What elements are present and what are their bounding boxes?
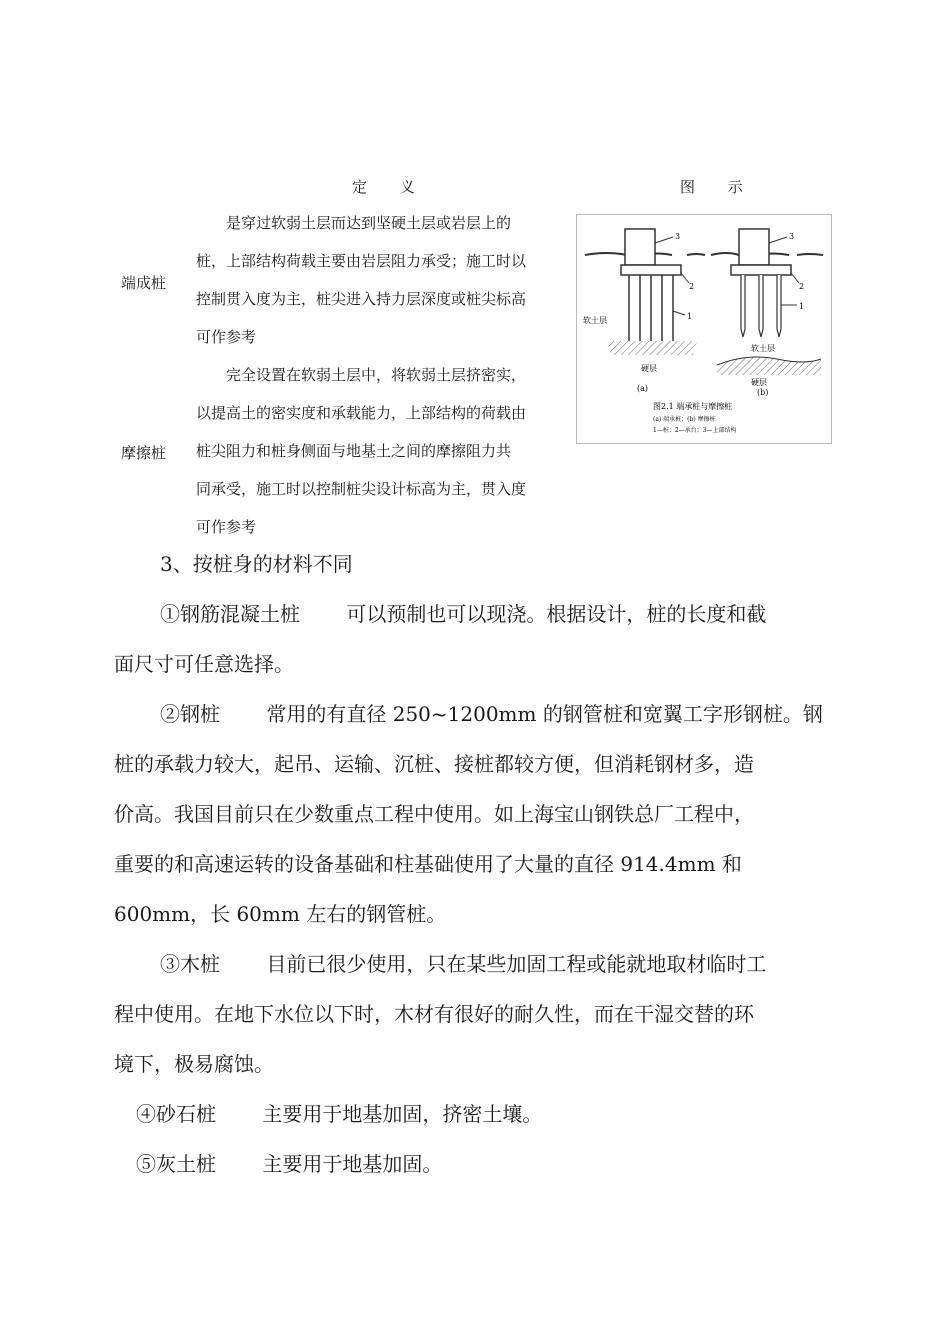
label-hard-layer-b: 硬层 (751, 378, 767, 387)
paragraph-line: ②钢桩 常用的有直径 250~1200mm 的钢管桩和宽翼工字形钢桩。钢 (160, 702, 823, 726)
label-3-a: 3 (675, 232, 681, 241)
label-2-b: 2 (799, 282, 805, 291)
paragraph-line: 境下，极易腐蚀。 (114, 1052, 274, 1076)
definition-line: 桩，上部结构荷载主要由岩层阻力承受；施工时以 (196, 252, 527, 270)
paragraph-line: 600mm，长 60mm 左右的钢管桩。 (114, 902, 447, 926)
figure-caption: 图2.1 端承桩与摩擦桩 (653, 402, 733, 411)
paragraph-line: 桩的承载力较大，起吊、运输、沉桩、接桩都较方便，但消耗钢材多，造 (114, 752, 754, 776)
term-end-bearing-pile: 端成桩 (121, 274, 167, 292)
label-sub-a: (a) (637, 384, 649, 393)
diagram-a (585, 229, 705, 355)
pile-figure (576, 214, 832, 444)
paragraph-line: ④砂石桩 主要用于地基加固，挤密土壤。 (136, 1102, 543, 1126)
label-2-a: 2 (689, 282, 695, 291)
header-figure: 图 示 (680, 178, 757, 196)
paragraph-line: 价高。我国目前只在少数重点工程中使用。如上海宝山钢铁总厂工程中， (114, 802, 754, 826)
label-1-b: 1 (799, 302, 805, 311)
label-hard-layer-a: 硬层 (641, 364, 657, 373)
paragraph-line: ①钢筋混凝土桩 可以预制也可以现浇。根据设计，桩的长度和截 (160, 602, 767, 626)
figure-caption-sub2: 1—桩；2—承台；3—上部结构 (653, 427, 737, 434)
label-3-b: 3 (789, 232, 795, 241)
paragraph-line: 重要的和高速运转的设备基础和柱基础使用了大量的直径 914.4mm 和 (114, 852, 742, 876)
paragraph-line: ⑤灰土桩 主要用于地基加固。 (136, 1152, 443, 1176)
definition-line: 桩尖阻力和桩身侧面与地基土之间的摩擦阻力共 (196, 442, 512, 460)
section-title: 3、按桩身的材料不同 (160, 552, 353, 576)
figure-caption-sub1: (a) 端承桩；(b) 摩擦桩 (653, 416, 716, 423)
diagram-b (711, 229, 823, 375)
definition-line: 是穿过软弱土层而达到坚硬土层或岩层上的 (226, 214, 512, 232)
paragraph-line: 程中使用。在地下水位以下时，木材有很好的耐久性，而在干湿交替的环 (114, 1002, 754, 1026)
definition-line: 以提高土的密实度和承载能力，上部结构的荷载由 (196, 404, 527, 422)
definition-line: 可作参考 (196, 328, 257, 346)
definition-line: 完全设置在软弱土层中，将软弱土层挤密实， (226, 366, 527, 384)
paragraph-line: ③木桩 目前已很少使用，只在某些加固工程或能就地取材临时工 (160, 952, 767, 976)
label-1-a: 1 (687, 312, 693, 321)
definition-line: 可作参考 (196, 518, 257, 536)
pile-diagram (577, 215, 831, 443)
label-soft-layer-a: 软土层 (583, 316, 607, 325)
label-soft-layer-b: 软土层 (751, 344, 775, 353)
term-friction-pile: 摩擦桩 (121, 444, 167, 462)
paragraph-line: 面尺寸可任意选择。 (114, 652, 294, 676)
definition-line: 控制贯入度为主，桩尖进入持力层深度或桩尖标高 (196, 290, 527, 308)
definition-line: 同承受，施工时以控制桩尖设计标高为主，贯入度 (196, 480, 527, 498)
header-definition: 定 义 (352, 178, 429, 196)
label-sub-b: (b) (757, 388, 769, 397)
